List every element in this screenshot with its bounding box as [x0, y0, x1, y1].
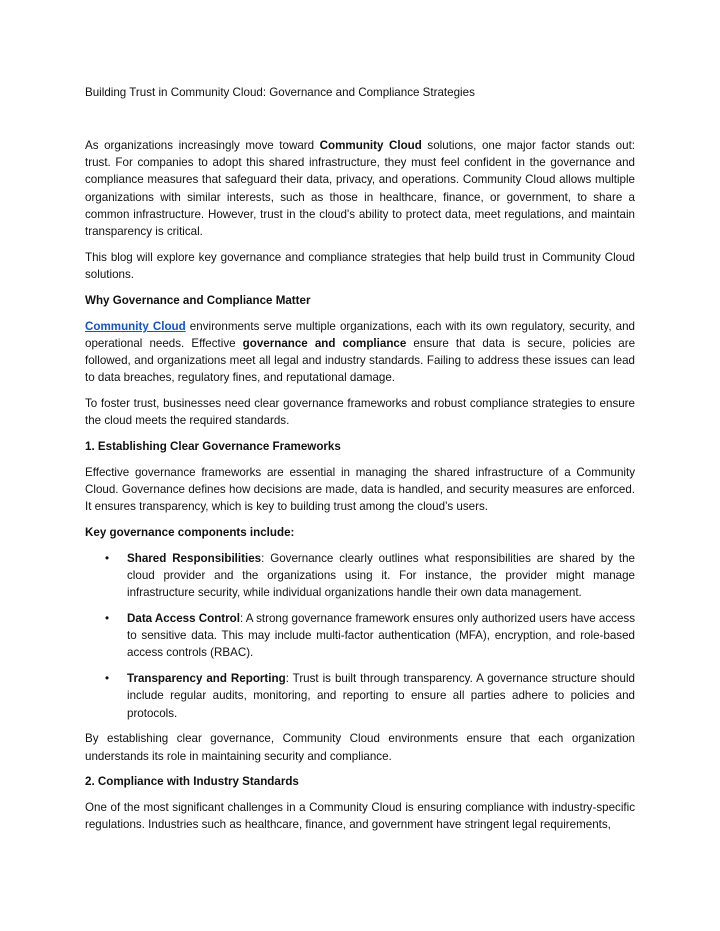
why-text-post: ensure that data is secure, policies are followed, and organizations meet all legal and industry standards. Failing to address these issues can lead to data breaches, regulatory fines, and reputational damage.: [85, 336, 636, 385]
list-item: [85, 610, 635, 662]
list-item: [85, 550, 635, 602]
section-1-paragraph: Effective governance frameworks are essential in managing the shared infrastructure of a Community Cloud. Governance defines how decisions are made, data is handled, and security measures are enforced. It ensures transparency, which is key to building trust among the cloud’s users.: [85, 465, 635, 514]
list-item-term: Transparency and Reporting: [127, 672, 286, 686]
document-title: Building Trust in Community Cloud: Governance and Compliance Strategies: [85, 86, 475, 99]
why-paragraph-2: To foster trust, businesses need clear governance frameworks and robust compliance strategies to ensure the cloud meets the required standards.: [85, 397, 635, 428]
bullet-icon: •: [105, 672, 110, 686]
why-bold-term: governance and compliance: [242, 336, 407, 350]
bullet-icon: •: [105, 612, 110, 626]
governance-components-list: [85, 550, 635, 722]
intro-text-pre: As organizations increasingly move toward: [85, 139, 320, 152]
intro-text-post: solutions, one major factor stands out: trust. For companies to adopt this shared infrastructure, they must feel confident in the governance and compliance measures that safeguard their data, privacy, and operations. Community Cloud allows multiple organizations with similar interests, such as those in healthcare, finance, or government, to share a common infrastructure. However, trust in the cloud's ability to protect data, meet regulations, and maintain transparency is critical.: [85, 139, 636, 239]
why-text-mid: environments serve multiple organizations, each with its own regulatory, security, and operational needs. Effective: [85, 319, 635, 350]
section-1-closing-paragraph: By establishing clear governance, Community Cloud environments ensure that each organization understands its role in maintaining security and compliance.: [85, 732, 635, 763]
list-item-term: Shared Responsibilities: [127, 551, 262, 565]
section-heading-2: 2. Compliance with Industry Standards: [85, 775, 299, 789]
components-heading: Key governance components include:: [85, 526, 295, 540]
list-item-text: : Governance clearly outlines what responsibilities are shared by the cloud provider and the organizations using it. For instance, the provider might manage infrastructure security, while individual organizations handle their own data management.: [127, 551, 636, 600]
section-heading-why: Why Governance and Compliance Matter: [85, 293, 311, 307]
intro-bold-term: Community Cloud: [319, 139, 422, 152]
blog-intro-paragraph: This blog will explore key governance and compliance strategies that help build trust in Community Cloud solutions.: [85, 250, 635, 282]
list-item-text: : A strong governance framework ensures only authorized users have access to sensitive data. This may include multi-factor authentication (MFA), encryption, and role-based access controls (RBAC).: [127, 612, 636, 660]
document-page: [85, 84, 635, 842]
bullet-icon: •: [105, 551, 110, 565]
list-item-text: : Trust is built through transparency. A governance structure should include regular audits, monitoring, and reporting to ensure all parties adhere to policies and protocols.: [127, 672, 635, 720]
list-item-term: Data Access Control: [127, 612, 240, 626]
why-paragraph-1: [85, 318, 635, 387]
section-2-paragraph: One of the most significant challenges in a Community Cloud is ensuring compliance with industry-specific regulations. Industries such as healthcare, finance, and government have stringent legal requirements,: [85, 801, 635, 832]
list-item: [85, 670, 635, 722]
intro-paragraph: [85, 137, 635, 240]
section-heading-1: 1. Establishing Clear Governance Frameworks: [85, 440, 341, 454]
community-cloud-link[interactable]: Community Cloud: [85, 319, 186, 333]
